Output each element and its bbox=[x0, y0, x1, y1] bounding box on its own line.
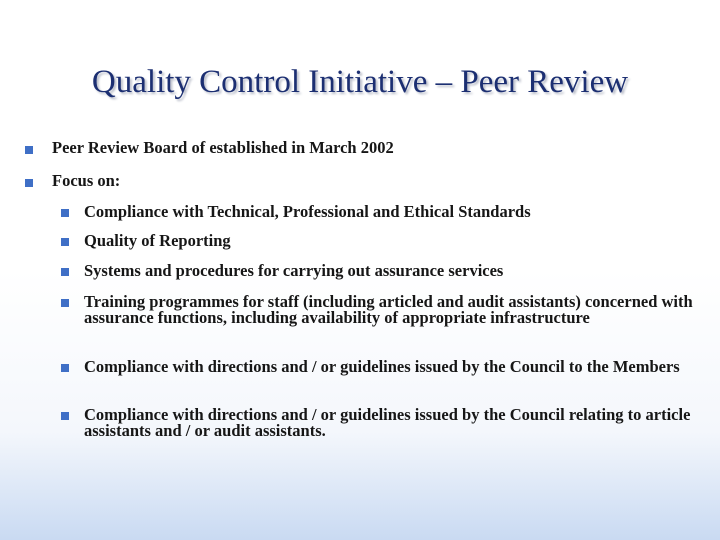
square-bullet-icon bbox=[61, 238, 69, 246]
bullet-item: Focus on: bbox=[52, 171, 121, 190]
square-bullet-icon bbox=[25, 179, 33, 187]
sub-bullet-item: Compliance with Technical, Professional and Ethical Standards bbox=[84, 202, 531, 221]
sub-bullet-item: Compliance with directions and / or guidelines issued by the Council to the Members bbox=[84, 357, 680, 376]
square-bullet-icon bbox=[61, 412, 69, 420]
slide-title: Quality Control Initiative – Peer Review bbox=[91, 64, 629, 100]
sub-bullet-item: Quality of Reporting bbox=[84, 231, 231, 250]
sub-bullet-item: Training programmes for staff (including articled and audit assistants) concerned with assurance functions, including availability of appropriate infrastructure bbox=[84, 292, 693, 327]
square-bullet-icon bbox=[25, 146, 33, 154]
square-bullet-icon bbox=[61, 268, 69, 276]
sub-bullet-item: Compliance with directions and / or guidelines issued by the Council relating to article assistants and / or audit assistants. bbox=[84, 405, 691, 440]
bullet-item: Peer Review Board of established in March 2002 bbox=[52, 138, 394, 157]
sub-bullet-item: Systems and procedures for carrying out assurance services bbox=[84, 261, 504, 280]
square-bullet-icon bbox=[61, 209, 69, 217]
square-bullet-icon bbox=[61, 299, 69, 307]
square-bullet-icon bbox=[61, 364, 69, 372]
